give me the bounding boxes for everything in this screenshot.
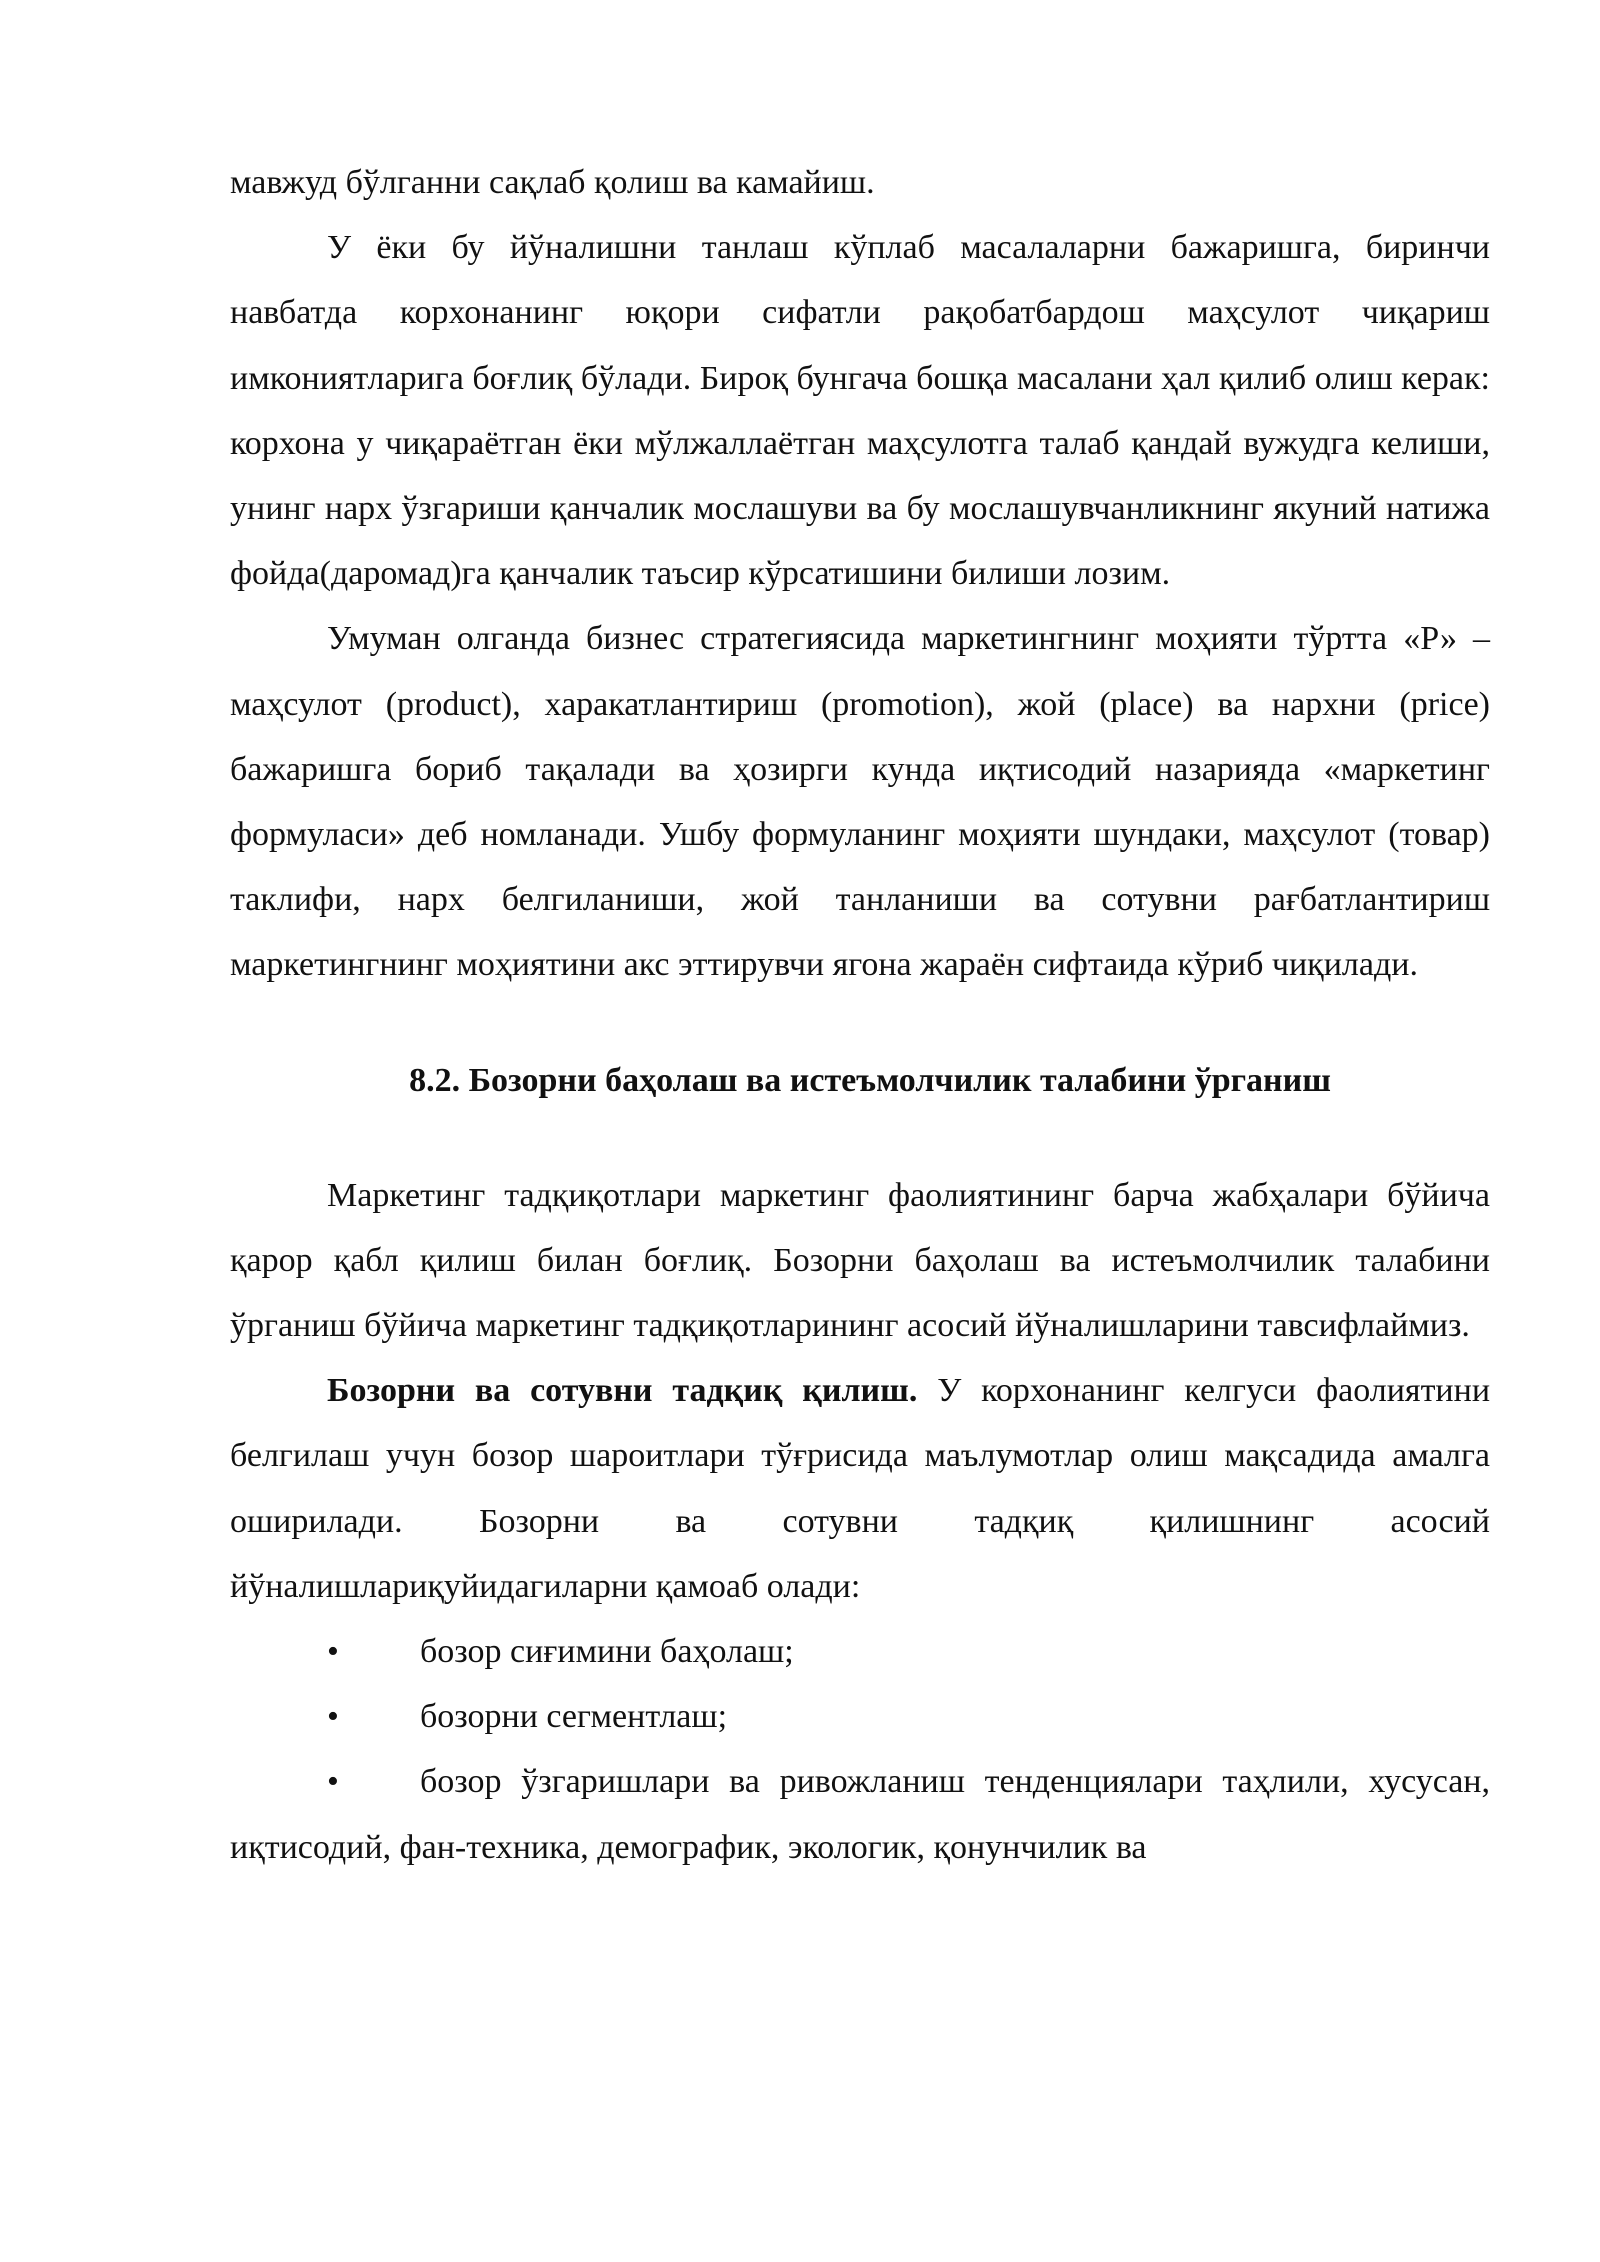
list-item bbox=[230, 1684, 1490, 1749]
bullet-icon: • bbox=[327, 1763, 339, 1801]
paragraph-marketing-research: Маркетинг тадқиқотлари маркетинг фаолиятининг барча жабҳалари бўйича қарор қабл қилиш билан боғлиқ. Бозорни баҳолаш ва истеъмолчилик талабини ўрганиш бўйича маркетинг тадқиқотларининг асосий йўналишларини тавсифлаймиз. bbox=[230, 1176, 1490, 1345]
bullet-icon: • bbox=[327, 1698, 339, 1736]
spacer bbox=[230, 1113, 1490, 1163]
bullet-icon: • bbox=[327, 1633, 339, 1671]
paragraph-direction-choice: У ёки бу йўналишни танлаш кўплаб масалаларни бажаришга, биринчи навбатда корхонанинг юқори сифатли рақобатбардош маҳсулот чиқариш имкониятларига боғлиқ бўлади. Бироқ бунгача бошқа масалани ҳал қилиб олиш керак: корхона у чиқараётган ёки мўлжаллаётган маҳсулотга талаб қандай вужудга келиши, унинг нарх ўзгариши қанчалик мослашуви ва бу мослашувчанликнинг якуний натижа фойда(даромад)га қанчалик таъсир кўрсатишини билиши лозим. bbox=[230, 229, 1490, 593]
paragraph-text: У корхонанинг келгуси фаолиятини белгилаш учун бозор шароитлари тўғрисида маълумотлар олиш мақсадида амалга оширилади. Бозорни ва сотувни тадқиқ қилишнинг асосий йўналишлариқуйидагиларни қамоаб олади: bbox=[230, 1372, 1491, 1605]
bold-lead-in: Бозорни ва сотувни тадқиқ қилиш. bbox=[327, 1372, 918, 1410]
list-item bbox=[230, 1749, 1490, 1879]
list-item bbox=[230, 1619, 1490, 1684]
paragraph-continuation: мавжуд бўлганни сақлаб қолиш ва камайиш. bbox=[230, 164, 875, 201]
list-item-text: бозор сиғимини баҳолаш; bbox=[420, 1633, 794, 1671]
section-heading: 8.2. Бозорни баҳолаш ва истеъмолчилик талабини ўрганиш bbox=[409, 1061, 1331, 1099]
paragraph-market-sales-research bbox=[230, 1358, 1490, 1619]
list-item-text: бозорни сегментлаш; bbox=[420, 1698, 728, 1736]
list-item-text: бозор ўзгаришлари ва ривожланиш тенденциялари таҳлили, хусусан, иқтисодий, фан-техника, демографик, экологик, қонунчилик ва bbox=[230, 1763, 1490, 1866]
spacer bbox=[230, 998, 1490, 1048]
document-body bbox=[230, 150, 1490, 1880]
paragraph-four-p: Умуман олганда бизнес стратегиясида маркетингнинг моҳияти тўртта «Р» – маҳсулот (product), харакатлантириш (promotion), жой (place) ва нархни (price) бажаришга бориб тақалади ва ҳозирги кунда иқтисодий назарияда «маркетинг формуласи» деб номланади. Ушбу формуланинг моҳияти шундаки, маҳсулот (товар) таклифи, нарх белгиланиши, жой танланиши ва сотувни рағбатлантириш маркетингнинг моҳиятини акс эттирувчи ягона жараён сифтаида кўриб чиқилади. bbox=[230, 620, 1490, 984]
